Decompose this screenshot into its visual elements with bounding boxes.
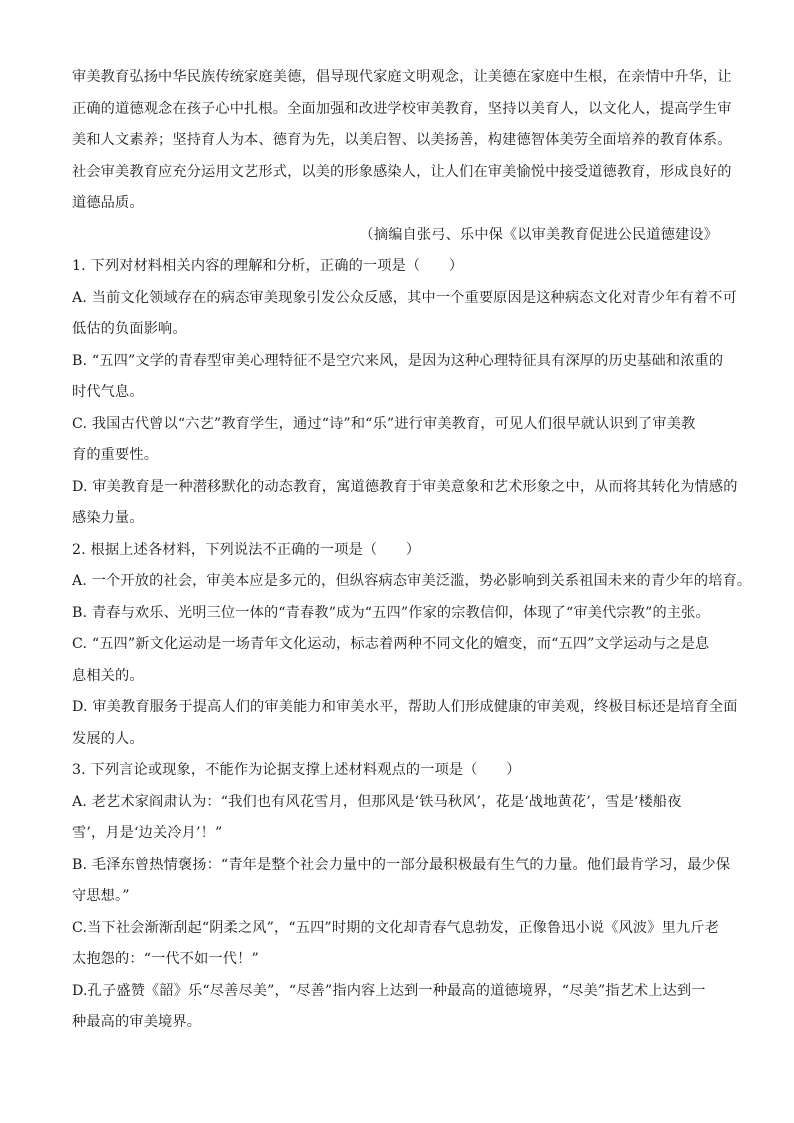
option-line: 低估的负面影响。 [72,321,187,337]
option-c [72,629,722,692]
option-line: A. 当前文化领域存在的病态审美现象引发公众反感，其中一个重要原因是这种病态文化对青少年有着不可 [72,289,737,306]
option-b [72,598,722,630]
option-line: 育的重要性。 [72,447,159,463]
option-c [72,409,722,472]
option-line: B. 毛泽东曾热情褒扬：“青年是整个社会力量中的一部分最积极最有生气的力量。他们最肯学习，最少保 [72,856,731,873]
option-line: 雪’，月是‘边关冷月’！” [72,825,223,841]
option-line: 时代气息。 [72,384,144,400]
option-line: 种最高的审美境界。 [72,1014,202,1030]
option-line: C. “五四”新文化运动是一场青年文化运动，标志着两种不同文化的嬗变，而“五四”文学运动与之是息 [72,636,710,652]
option-d [72,976,722,1039]
option-line: D. 审美教育服务于提高人们的审美能力和审美水平，帮助人们形成健康的审美观，终极目标还是培育全面 [72,699,738,715]
option-line: C.当下社会渐渐刮起“阴柔之风”，“五四”时期的文化却青春气息勃发，正像鲁迅小说《风波》里九斤老 [72,919,719,936]
option-d [72,692,738,755]
option-line: 太抱怨的：“一代不如一代！” [72,951,259,967]
option-line: C. 我国古代曾以“六艺”教育学生，通过“诗”和“乐”进行审美教育，可见人们很早就认识到了审美教 [72,415,696,432]
option-line: 守思想。” [72,888,130,904]
question-title: 2. 根据上述各材料，下列说法不正确的一项是（ ） [72,541,421,558]
passage-line: 社会审美教育应充分运用文艺形式，以美的形象感染人，让人们在审美愉悦中接受道德教育，形成良好的 [72,163,732,180]
option-b [72,850,731,913]
question-title: 3. 下列言论或现象，不能作为论据支撑上述材料观点的一项是（ ） [72,762,521,778]
question-2 [72,535,752,756]
passage-paragraph [72,62,732,220]
question-1 [72,251,738,535]
option-a [72,283,737,346]
option-a [72,787,722,850]
option-c [72,913,722,976]
passage-line: 道德品质。 [72,195,144,211]
option-d [72,472,738,535]
option-line: 息相关的。 [72,667,144,684]
option-line: 发展的人。 [72,730,144,747]
question-title: 1. 下列对材料相关内容的理解和分析，正确的一项是（ ） [72,258,464,274]
option-a [72,566,752,598]
passage-source: （摘编自张弓、乐中保《以审美教育促进公民道德建设》 [359,226,718,243]
option-line: D.孔子盛赞《韶》乐“尽善尽美”，“尽善”指内容上达到一种最高的道德境界，“尽美”指艺术上达到一 [72,982,706,999]
option-b [72,346,722,409]
option-line: D. 审美教育是一种潜移默化的动态教育，寓道德教育于审美意象和艺术形象之中，从而将其转化为情感的 [72,478,738,495]
option-line: A. 老艺术家阎肃认为：“我们也有风花雪月，但那风是‘铁马秋风’，花是‘战地黄花’，雪是‘楼船夜 [72,793,682,810]
passage-line: 正确的道德观念在孩子心中扎根。全面加强和改进学校审美教育，坚持以美育人，以文化人，提高学生审 [72,100,732,117]
option-line: B. “五四”文学的青春型审美心理特征不是空穴来风，是因为这种心理特征具有深厚的历史基础和浓重的 [72,352,724,369]
question-3 [72,755,731,1039]
passage-line: 美和人文素养；坚持育人为本、德育为先，以美启智、以美扬善，构建德智体美劳全面培养的教育体系。 [72,132,732,148]
option-line: 感染力量。 [72,510,144,526]
passage-line: 审美教育弘扬中华民族传统家庭美德，倡导现代家庭文明观念，让美德在家庭中生根，在亲情中升华，让 [72,69,732,85]
option-line: A. 一个开放的社会，审美本应是多元的，但纵容病态审美泛滥，势必影响到关系祖国未来的青少年的培育。 [72,573,752,589]
option-line: B. 青春与欢乐、光明三位一体的“青春教”成为“五四”作家的宗教信仰，体现了“审美代宗教”的主张。 [72,604,710,621]
